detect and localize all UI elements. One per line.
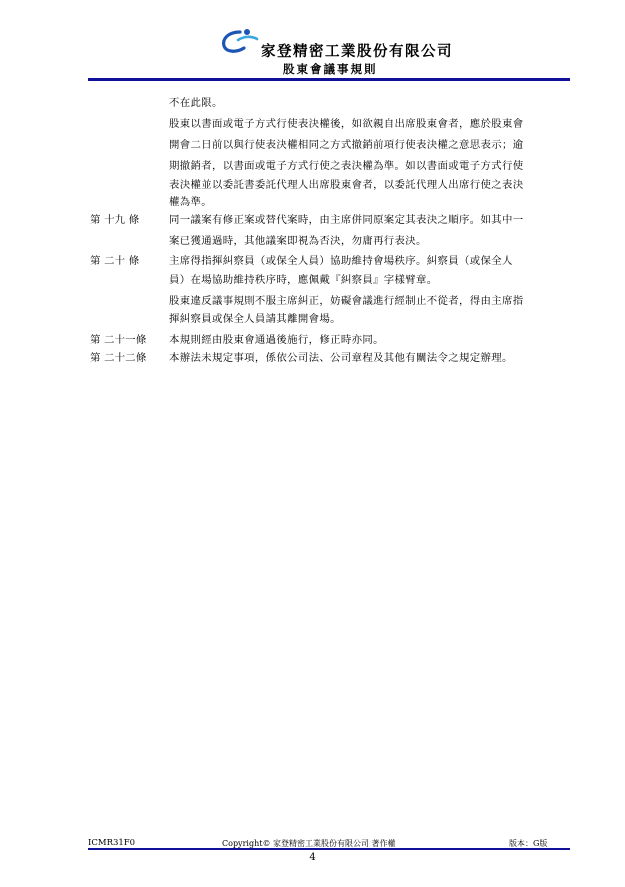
form-code: ICMR31F0 [88, 838, 136, 848]
footer-rule [88, 848, 570, 850]
article-20-label: 第 二十 條 [90, 255, 140, 267]
header-rule [88, 78, 570, 81]
page-number: 4 [309, 852, 316, 863]
page-header [0, 0, 625, 90]
company-logo-swoosh-icon [218, 26, 260, 56]
article-21-label: 第 二十一條 [90, 334, 147, 346]
version-label: 版本：G版 [509, 839, 548, 848]
body-line: 股東以書面或電子方式行使表決權後，如欲親自出席股東會者，應於股東會 [169, 118, 524, 130]
body-line: 表決權並以委託書委託代理人出席股東會者，以委託代理人出席行使之表決 [169, 179, 524, 191]
body-line: 權為準。 [169, 196, 212, 208]
body-line: 期撤銷者，以書面或電子方式行使之表決權為準。如以書面或電子方式行使 [169, 160, 524, 172]
body-line: 揮糾察員或保全人員請其離開會場。 [169, 313, 341, 325]
body-line: 案已獲通過時，其他議案即視為否決，勿庸再行表決。 [169, 235, 427, 247]
body-line: 主席得指揮糾察員（或保全人員）協助維持會場秩序。糾察員（或保全人 [169, 255, 513, 267]
article-22-label: 第 二十二條 [90, 352, 147, 364]
body-line: 股東違反議事規則不服主席糾正，妨礙會議進行經制止不從者，得由主席指 [169, 295, 524, 307]
company-name: 家登精密工業股份有限公司 [261, 43, 453, 60]
body-line: 開會二日前以與行使表決權相同之方式撤銷前項行使表決權之意思表示；逾 [169, 139, 524, 151]
body-line: 員）在場協助維持秩序時，應佩戴『糾察員』字樣臂章。 [169, 274, 438, 286]
body-line: 不在此限。 [169, 97, 223, 109]
body-line: 本辦法未規定事項，係依公司法、公司章程及其他有關法令之規定辦理。 [169, 352, 513, 364]
document-subtitle: 股東會議事規則 [283, 62, 378, 76]
body-line: 同一議案有修正案或替代案時，由主席併同原案定其表決之順序。如其中一 [169, 214, 524, 226]
body-line: 本規則經由股東會通過後施行，修正時亦同。 [169, 334, 384, 346]
article-19-label: 第 十九 條 [90, 214, 140, 226]
copyright-notice: Copyright© 家登精密工業股份有限公司 著作權 [222, 839, 396, 848]
